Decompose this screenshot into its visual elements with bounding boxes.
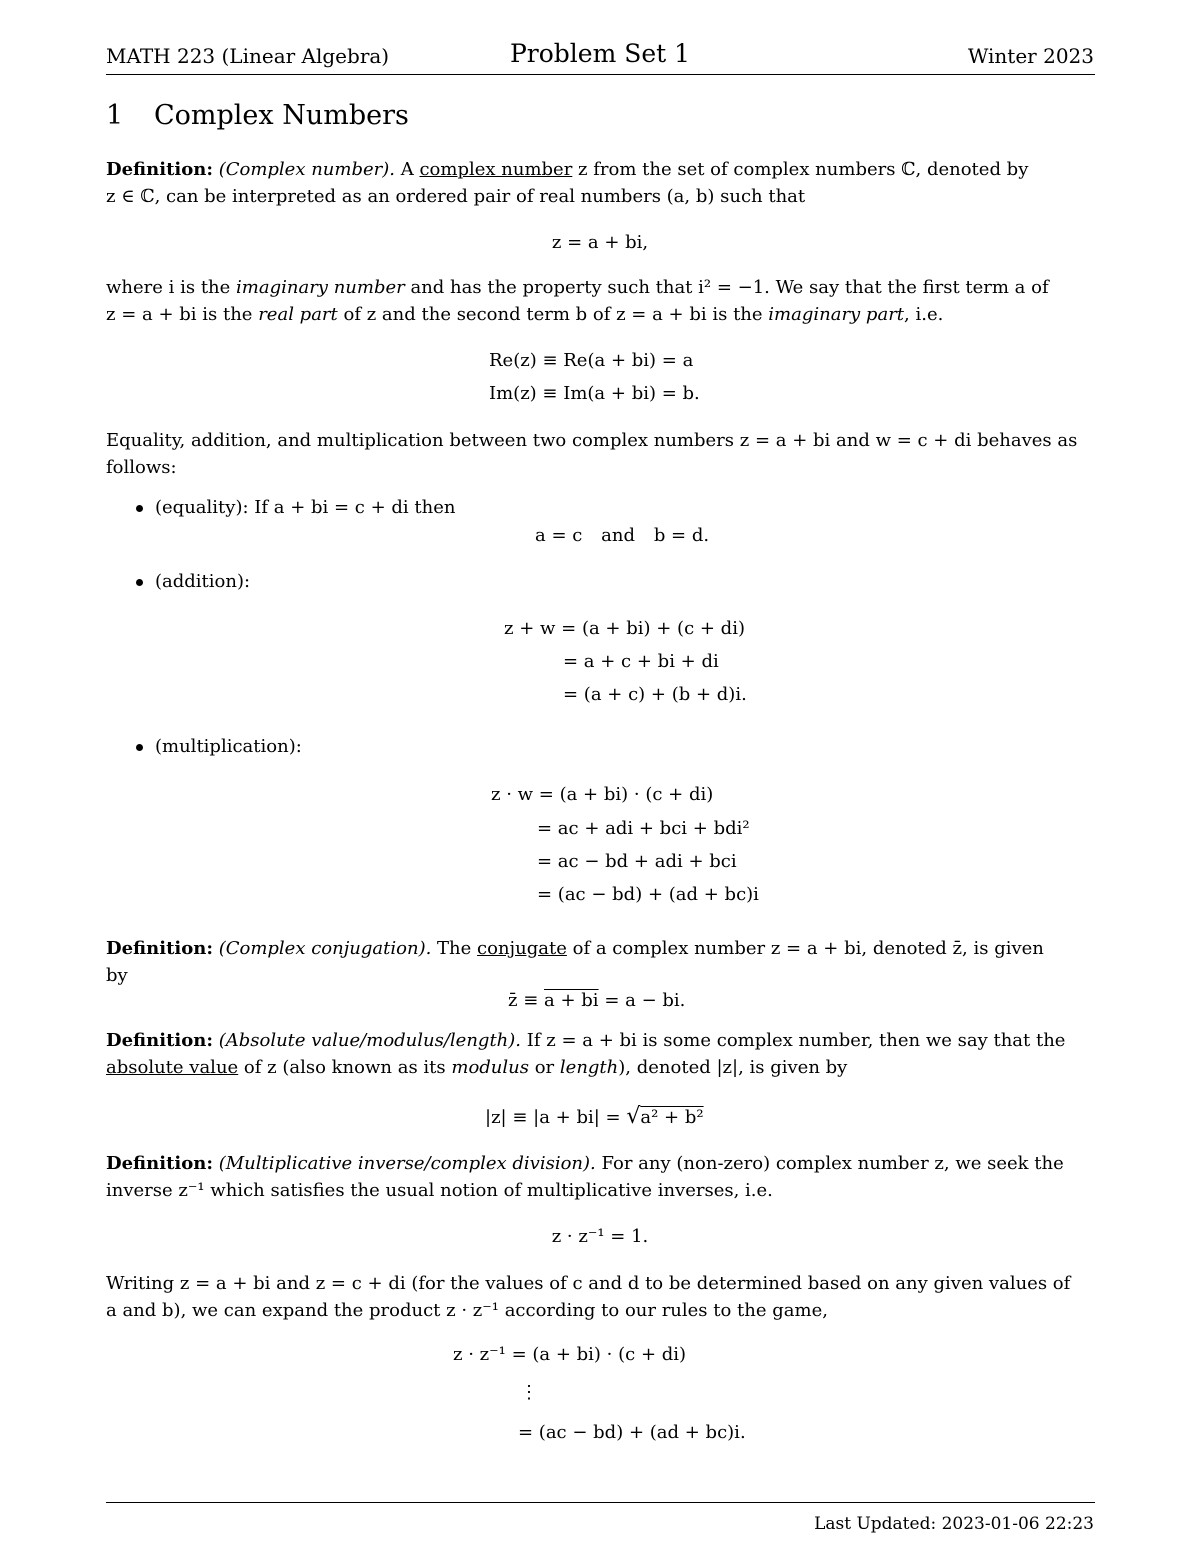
- bullet-multiplication: [136, 736, 302, 757]
- term-real-part: real part: [258, 304, 338, 325]
- text: of z (also known as its: [243, 1057, 446, 1078]
- text: follows:: [106, 457, 177, 478]
- text: of z and the second term b of z = a + bi is the: [343, 304, 763, 325]
- definition-conjugation: [106, 935, 1095, 989]
- definition-name: (Complex number).: [218, 159, 395, 180]
- text: For any (non-zero) complex number z, we seek the: [601, 1153, 1064, 1174]
- course-title: MATH 223 (Linear Algebra): [106, 44, 390, 68]
- equation-im: Im(z) ≡ Im(a + bi) = b.: [489, 383, 700, 404]
- text: If z = a + bi is some complex number, then we say that the: [526, 1030, 1066, 1051]
- definition-name: (Absolute value/modulus/length).: [218, 1030, 522, 1051]
- term-conjugate: conjugate: [477, 938, 567, 959]
- equation-add-1: z + w = (a + bi) + (c + di): [504, 618, 745, 639]
- eq-left: |z| ≡ |a + bi| =: [485, 1107, 621, 1128]
- section-title: Complex Numbers: [154, 100, 409, 131]
- term-imaginary-part: imaginary part: [768, 304, 905, 325]
- bullet-icon: [136, 744, 143, 751]
- text: Equality, addition, and multiplication between two complex numbers z = a + bi and w = c + di behaves as: [106, 430, 1078, 451]
- last-updated: Last Updated: 2023-01-06 22:23: [814, 1514, 1094, 1534]
- text: ), denoted |z|, is given by: [618, 1057, 848, 1078]
- eq-radicand: a² + b²: [640, 1107, 704, 1128]
- equation-equality: [535, 525, 709, 546]
- footer-rule: [106, 1502, 1095, 1503]
- text: and has the property such that i² = −1. We say that the first term a of: [410, 277, 1049, 298]
- paragraph-writing: [106, 1270, 1095, 1324]
- page-title: Problem Set 1: [509, 39, 691, 68]
- text: A: [400, 159, 414, 180]
- text: , i.e.: [904, 304, 944, 325]
- definition-label: Definition:: [106, 938, 213, 959]
- bullet-icon: [136, 579, 143, 586]
- term-complex-number: complex number: [419, 159, 573, 180]
- term-label: Winter 2023: [967, 44, 1094, 68]
- equation-mult-1: z · w = (a + bi) · (c + di): [491, 784, 714, 805]
- text: by: [106, 965, 128, 986]
- equation-vdots: ⋮: [520, 1382, 538, 1403]
- text: of a complex number z = a + bi, denoted z̄, is given: [572, 938, 1044, 959]
- text: Writing z = a + bi and z = c + di (for the values of c and d to be determined based on any given values of: [106, 1273, 1071, 1294]
- equation-absolute: [485, 1104, 704, 1129]
- term-imaginary-number: imaginary number: [236, 277, 405, 298]
- equation-add-3: = (a + c) + (b + d)i.: [563, 684, 747, 705]
- equation-inverse: z · z⁻¹ = 1.: [551, 1226, 649, 1247]
- definition-complex-number: [106, 156, 1095, 210]
- term-modulus: modulus: [451, 1057, 529, 1078]
- equation-conjugate: [508, 990, 685, 1011]
- definition-inverse: [106, 1150, 1095, 1204]
- definition-name: (Multiplicative inverse/complex division).: [218, 1153, 596, 1174]
- sqrt-icon: √: [626, 1104, 641, 1129]
- equation-mult-2: = ac + adi + bci + bdi²: [537, 818, 750, 839]
- bullet-label: (equality): If a + bi = c + di then: [155, 497, 456, 518]
- text: The: [437, 938, 472, 959]
- text: where i is the: [106, 277, 231, 298]
- definition-label: Definition:: [106, 1153, 213, 1174]
- bullet-equality: [136, 497, 455, 518]
- text: inverse z⁻¹ which satisfies the usual notion of multiplicative inverses, i.e.: [106, 1180, 773, 1201]
- paragraph-imaginary: [106, 274, 1095, 328]
- section-number: 1: [106, 100, 124, 131]
- bullet-label: (addition):: [155, 571, 251, 592]
- equation-product-3: = (ac − bd) + (ad + bc)i.: [518, 1422, 746, 1443]
- definition-name: (Complex conjugation).: [218, 938, 432, 959]
- equation-add-2: = a + c + bi + di: [563, 651, 719, 672]
- bullet-label: (multiplication):: [155, 736, 302, 757]
- equation-product-1: z · z⁻¹ = (a + bi) · (c + di): [453, 1344, 687, 1365]
- text: or: [534, 1057, 555, 1078]
- term-absolute-value: absolute value: [106, 1057, 239, 1078]
- eq-left: a = c: [535, 525, 583, 546]
- operations-intro: [106, 427, 1095, 481]
- eq-left: z̄ ≡: [508, 990, 539, 1011]
- eq-overline: a + bi: [544, 990, 599, 1011]
- bullet-addition: [136, 571, 250, 592]
- equation-z: z = a + bi,: [551, 232, 649, 253]
- text: z = a + bi is the: [106, 304, 253, 325]
- header-rule: [106, 74, 1095, 75]
- bullet-icon: [136, 505, 143, 512]
- eq-right: = a − bi.: [604, 990, 686, 1011]
- eq-right: b = d.: [653, 525, 710, 546]
- term-length: length: [559, 1057, 619, 1078]
- text: z from the set of complex numbers ℂ, denoted by: [578, 159, 1029, 180]
- text: a and b), we can expand the product z · z⁻¹ according to our rules to the game,: [106, 1300, 828, 1321]
- eq-and: and: [601, 525, 635, 546]
- equation-mult-4: = (ac − bd) + (ad + bc)i: [537, 884, 759, 905]
- equation-re: Re(z) ≡ Re(a + bi) = a: [489, 350, 694, 371]
- definition-absolute-value: [106, 1027, 1095, 1081]
- text: z ∈ ℂ, can be interpreted as an ordered pair of real numbers (a, b) such that: [106, 186, 806, 207]
- section-heading: [106, 100, 409, 131]
- definition-label: Definition:: [106, 1030, 213, 1051]
- equation-mult-3: = ac − bd + adi + bci: [537, 851, 737, 872]
- definition-label: Definition:: [106, 159, 213, 180]
